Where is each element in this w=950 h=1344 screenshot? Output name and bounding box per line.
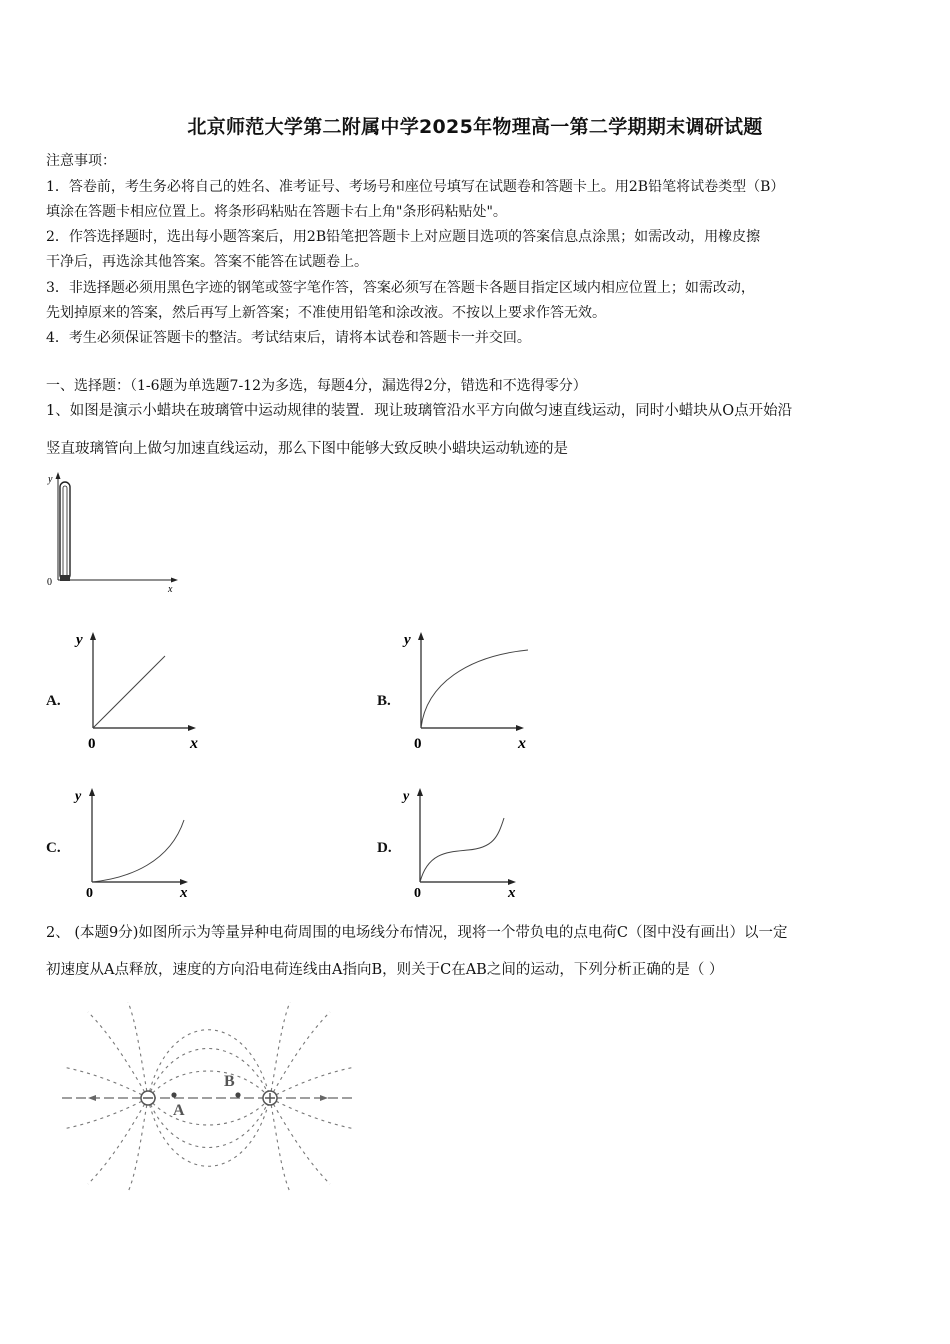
- question-2-text: 2、 (本题9分)如图所示为等量异种电荷周围的电场线分布情况，现将一个带负电的点电荷C（图中没有画出）以一定: [46, 925, 788, 941]
- electric-field-figure: [58, 1002, 358, 1192]
- notice-line: 2．作答选择题时，选出每小题答案后，用2B铅笔把答题卡上对应题目选项的答案信息点涂黑；如需改动，用橡皮擦: [46, 229, 761, 245]
- question-2-text: 初速度从A点释放，速度的方向沿电荷连线由A指向B，则关于C在AB之间的运动，下列分析正确的是（ ）: [46, 962, 724, 978]
- axis-origin: 0: [88, 736, 96, 752]
- question-1-text: 竖直玻璃管向上做匀加速直线运动，那么下图中能够大致反映小蜡块运动轨迹的是: [46, 441, 568, 457]
- axis-label-y: y: [404, 632, 411, 648]
- notice-heading: 注意事项：: [46, 153, 116, 169]
- option-c-label[interactable]: C.: [46, 840, 61, 856]
- axis-origin: 0: [86, 886, 93, 901]
- question-1-text: 1、如图是演示小蜡块在玻璃管中运动规律的装置．现让玻璃管沿水平方向做匀速直线运动，同时小蜡块从O点开始沿: [46, 403, 793, 419]
- option-b-graph[interactable]: [398, 624, 548, 754]
- option-d-graph[interactable]: [398, 782, 548, 902]
- notice-line: 4．考生必须保证答题卡的整洁。考试结束后，请将本试卷和答题卡一并交回。: [46, 330, 531, 346]
- axis-label-x: x: [508, 885, 516, 901]
- option-b-label[interactable]: B.: [377, 693, 391, 709]
- axis-origin: 0: [47, 577, 52, 588]
- notice-line: 填涂在答题卡相应位置上。将条形码粘贴在答题卡右上角"条形码粘贴处"。: [46, 204, 507, 220]
- axis-label-x: x: [518, 735, 526, 752]
- axis-label-y: y: [48, 474, 53, 485]
- point-b-label: B: [224, 1073, 235, 1090]
- notice-line: 1．答卷前，考生务必将自己的姓名、准考证号、考场号和座位号填写在试题卷和答题卡上。用2B铅笔将试卷类型（B）: [46, 179, 785, 195]
- option-a-graph[interactable]: [70, 624, 220, 754]
- section-heading: 一、选择题：（1-6题为单选题7-12为多选，每题4分，漏选得2分，错选和不选得零分）: [46, 378, 587, 394]
- glass-tube-figure: [44, 468, 184, 598]
- option-a-label[interactable]: A.: [46, 693, 61, 709]
- option-d-label[interactable]: D.: [377, 840, 392, 856]
- notice-line: 3．非选择题必须用黑色字迹的钢笔或签字笔作答，答案必须写在答题卡各题目指定区域内相应位置上；如需改动，: [46, 280, 755, 296]
- page-title: 北京师范大学第二附属中学2025年物理高一第二学期期末调研试题: [187, 116, 763, 138]
- axis-label-x: x: [190, 735, 198, 752]
- axis-label-x: x: [168, 584, 173, 595]
- axis-label-y: y: [75, 789, 82, 804]
- axis-label-y: y: [76, 632, 83, 648]
- notice-line: 先划掉原来的答案，然后再写上新答案；不准使用铅笔和涂改液。不按以上要求作答无效。: [46, 305, 606, 321]
- axis-label-x: x: [180, 885, 188, 901]
- notice-line: 干净后，再选涂其他答案。答案不能答在试题卷上。: [46, 254, 368, 270]
- axis-origin: 0: [414, 886, 421, 901]
- axis-label-y: y: [403, 789, 410, 804]
- point-a-label: A: [173, 1102, 185, 1119]
- option-c-graph[interactable]: [70, 782, 220, 902]
- axis-origin: 0: [414, 736, 422, 752]
